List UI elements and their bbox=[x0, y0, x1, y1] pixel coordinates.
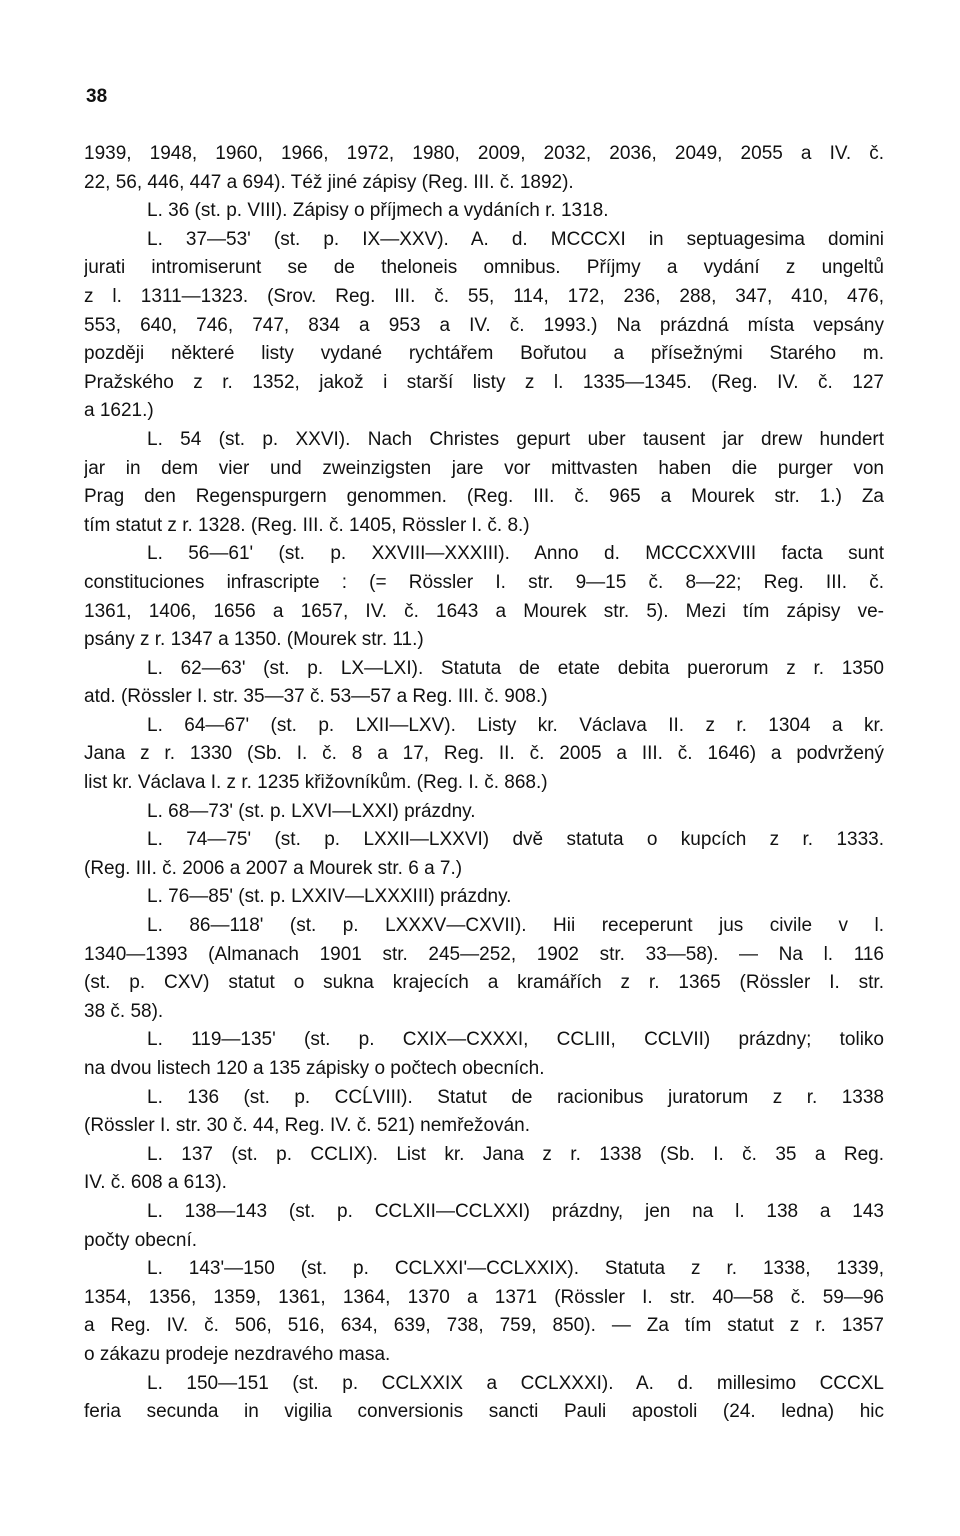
text-line: počty obecní. bbox=[84, 1229, 198, 1251]
text-line: L. 137 (st. p. CCLIX). List kr. Jana z r. 1338 (Sb. I. č. 35 a Reg. bbox=[147, 1143, 884, 1165]
text-line: L. 36 (st. p. VIII). Zápisy o příjmech a vydáních r. 1318. bbox=[147, 200, 609, 222]
text-line: L. 37—53' (st. p. IX—XXV). A. d. MCCCXI in septuagesima domini bbox=[147, 228, 884, 250]
text-line: Pražského z r. 1352, jakož i starší listy z l. 1335—1345. (Reg. IV. č. 127 bbox=[84, 371, 884, 393]
text-line: z l. 1311—1323. (Srov. Reg. III. č. 55, 114, 172, 236, 288, 347, 410, 476, bbox=[84, 285, 884, 307]
page-body bbox=[84, 140, 884, 1427]
text-line: feria secunda in vigilia conversionis sancti Pauli apostoli (24. ledna) hic bbox=[84, 1401, 884, 1423]
text-line: L. 138—143 (st. p. CCLXII—CCLXXI) prázdny, jen na l. 138 a 143 bbox=[147, 1200, 884, 1222]
text-line: Prag den Regenspurgern genommen. (Reg. III. č. 965 a Mourek str. 1.) Za bbox=[84, 486, 884, 508]
text-line: tím statut z r. 1328. (Reg. III. č. 1405, Rössler I. č. 8.) bbox=[84, 514, 530, 536]
text-line: jar in dem vier und zweinzigsten jare vor mittvasten haben die purger von bbox=[84, 457, 884, 479]
text-line: psány z r. 1347 a 1350. (Mourek str. 11.) bbox=[84, 629, 424, 651]
text-line: a 1621.) bbox=[84, 400, 154, 422]
text-line: Jana z r. 1330 (Sb. I. č. 8 a 17, Reg. II. č. 2005 a III. č. 1646) a podvržený bbox=[84, 743, 884, 765]
text-line: 1939, 1948, 1960, 1966, 1972, 1980, 2009, 2032, 2036, 2049, 2055 a IV. č. bbox=[84, 143, 884, 164]
text-line: 553, 640, 746, 747, 834 a 953 a IV. č. 1993.) Na prázdná místa vepsány bbox=[84, 314, 884, 336]
text-line: L. 62—63' (st. p. LX—LXI). Statuta de etate debita puerorum z r. 1350 bbox=[147, 657, 884, 679]
text-line: (Reg. III. č. 2006 a 2007 a Mourek str. 6 a 7.) bbox=[84, 857, 463, 879]
text-line: o zákazu prodeje nezdravého masa. bbox=[84, 1343, 391, 1365]
text-line: IV. č. 608 a 613). bbox=[84, 1172, 227, 1194]
text-line: 38 č. 58). bbox=[84, 1000, 164, 1022]
text-line: L. 119—135' (st. p. CXIX—CXXXI, CCLIII, CCLVII) prázdny; toliko bbox=[147, 1029, 884, 1051]
text-line: později některé listy vydané rychtářem Bořutou a přísežnými Starého m. bbox=[84, 343, 884, 365]
text-line: (st. p. CXV) statut o sukna krajecích a kramářích z r. 1365 (Rössler I. str. bbox=[84, 972, 884, 994]
text-line: 1361, 1406, 1656 a 1657, IV. č. 1643 a Mourek str. 5). Mezi tím zápisy ve- bbox=[84, 600, 884, 622]
text-line: L. 68—73' (st. p. LXVI—LXXI) prázdny. bbox=[147, 800, 476, 822]
text-line: L. 54 (st. p. XXVI). Nach Christes gepurt uber tausent jar drew hundert bbox=[147, 428, 884, 450]
text-line: atd. (Rössler I. str. 35—37 č. 53—57 a Reg. III. č. 908.) bbox=[84, 686, 548, 708]
text-line: L. 64—67' (st. p. LXII—LXV). Listy kr. Václava II. z r. 1304 a kr. bbox=[147, 714, 884, 736]
text-line: L. 150—151 (st. p. CCLXXIX a CCLXXXI). A. d. millesimo CCCXL bbox=[147, 1372, 884, 1394]
text-line: 1340—1393 (Almanach 1901 str. 245—252, 1902 str. 33—58). — Na l. 116 bbox=[84, 943, 884, 965]
text-line: 1354, 1356, 1359, 1361, 1364, 1370 a 1371 (Rössler I. str. 40—58 č. 59—96 bbox=[84, 1286, 884, 1308]
page-number: 38 bbox=[86, 86, 108, 107]
text-line: L. 136 (st. p. CCĹVIII). Statut de racionibus juratorum z r. 1338 bbox=[147, 1086, 884, 1108]
text-line: jurati intromiserunt se de theloneis omnibus. Příjmy a vydání z ungeltů bbox=[84, 257, 884, 279]
text-line: a Reg. IV. č. 506, 516, 634, 639, 738, 759, 850). — Za tím statut z r. 1357 bbox=[84, 1315, 884, 1337]
text-line: L. 56—61' (st. p. XXVIII—XXXIII). Anno d. MCCCXXVIII facta sunt bbox=[147, 543, 884, 565]
text-line: constituciones infrascripte : (= Rössler I. str. 9—15 č. 8—22; Reg. III. č. bbox=[84, 571, 884, 593]
text-line: 22, 56, 446, 447 a 694). Též jiné zápisy (Reg. III. č. 1892). bbox=[84, 171, 574, 193]
text-line: L. 86—118' (st. p. LXXXV—CXVII). Hii receperunt jus civile v l. bbox=[147, 915, 884, 937]
text-line: list kr. Václava I. z r. 1235 křižovníkům. (Reg. I. č. 868.) bbox=[84, 772, 548, 794]
text-line: (Rössler I. str. 30 č. 44, Reg. IV. č. 521) nemřežován. bbox=[84, 1115, 530, 1137]
text-line: L. 76—85' (st. p. LXXIV—LXXXIII) prázdny. bbox=[147, 886, 512, 908]
text-line: L. 74—75' (st. p. LXXII—LXXVI) dvě statuta o kupcích z r. 1333. bbox=[147, 829, 884, 851]
text-line: na dvou listech 120 a 135 zápisky o počtech obecních. bbox=[84, 1058, 545, 1079]
text-line: L. 143'—150 (st. p. CCLXXI'—CCLXXIX). Statuta z r. 1338, 1339, bbox=[147, 1258, 884, 1280]
